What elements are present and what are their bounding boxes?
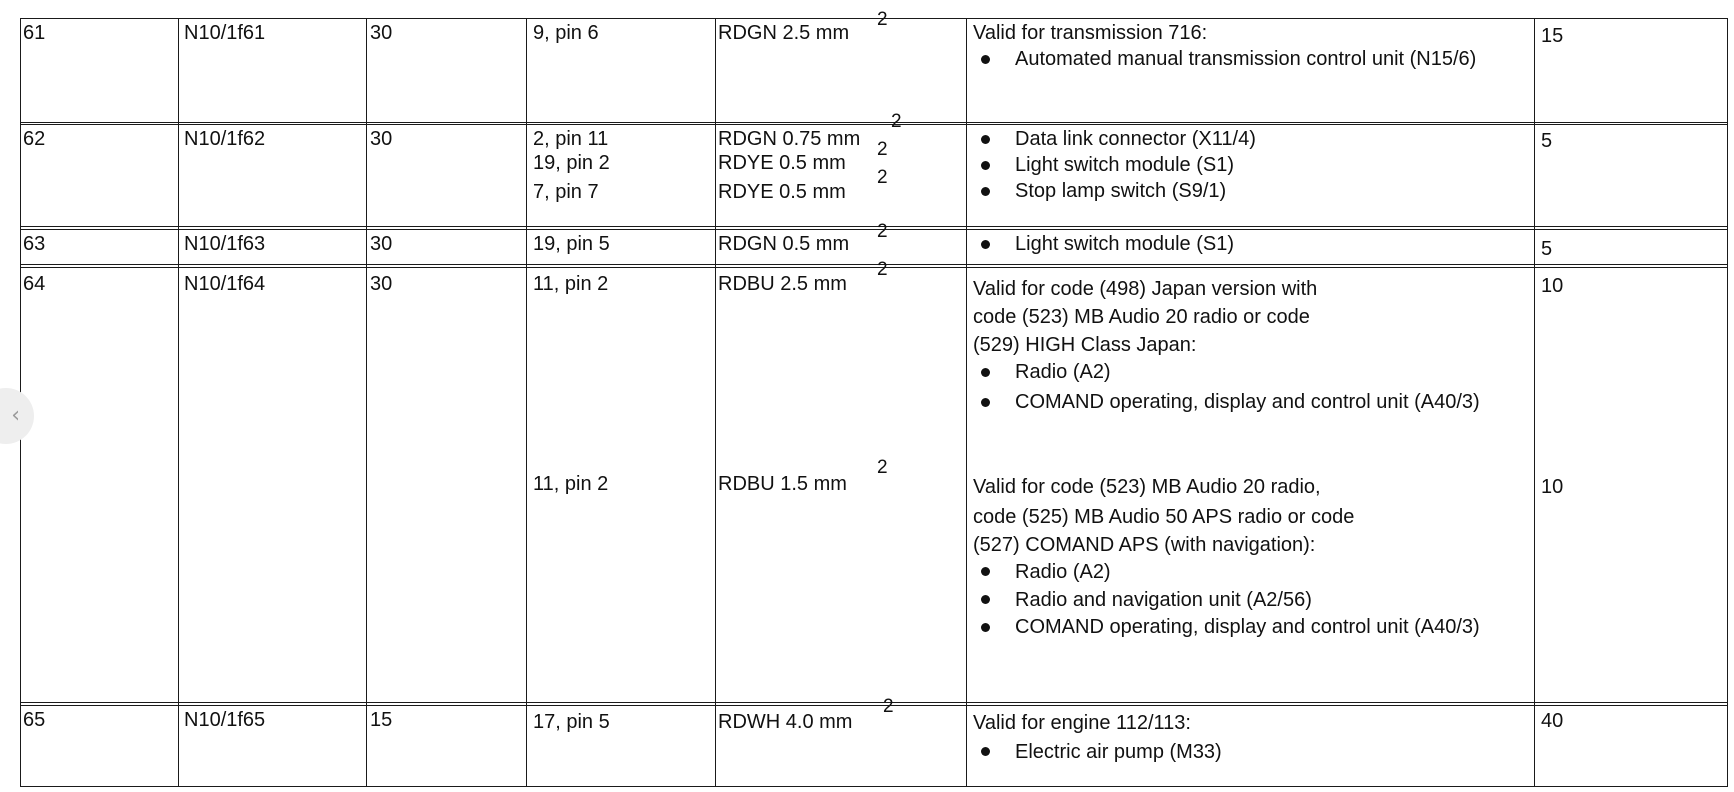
- fuse-number: 64: [23, 273, 46, 295]
- consumer-description: [973, 709, 1503, 767]
- desc-line: (527) COMAND APS (with navigation):: [973, 534, 1316, 556]
- fuse-amperage: 40: [1541, 710, 1564, 732]
- connector-pin: 7, pin 7: [533, 181, 599, 203]
- bullet-item: Electric air pump (M33): [973, 738, 1503, 767]
- fuse-designation: N10/1f61: [184, 22, 266, 44]
- connector-pin: 2, pin 11: [533, 128, 609, 150]
- row-divider: [20, 267, 1728, 268]
- bullet-item: Automated manual transmission control unit (N15/6): [973, 46, 1485, 72]
- row-divider: [20, 124, 1728, 125]
- fuse-amperage: 15: [1541, 25, 1564, 47]
- connector-pin: 17, pin 5: [533, 711, 610, 733]
- wire-spec: RDGN 0.75 mm: [718, 128, 861, 150]
- wire-spec: RDGN 2.5 mm: [718, 22, 850, 44]
- fuse-designation: N10/1f64: [184, 273, 266, 295]
- consumer-description: [973, 472, 1503, 640]
- column-divider: [366, 18, 367, 786]
- connector-pin: 19, pin 2: [533, 152, 610, 174]
- wire-sup: 2: [891, 111, 902, 132]
- bullet-icon: [981, 368, 990, 377]
- row-divider: [20, 122, 1728, 123]
- fuse-number: 62: [23, 128, 46, 150]
- row-divider: [20, 702, 1728, 703]
- bullet-icon: [981, 595, 990, 604]
- bullet-item: Radio (A2): [973, 558, 1503, 586]
- desc-line: Valid for code (523) MB Audio 20 radio,: [973, 476, 1321, 498]
- desc-line: Valid for transmission 716:: [973, 22, 1208, 44]
- wire-spec: RDWH 4.0 mm: [718, 711, 853, 733]
- wire-sup: 2: [883, 696, 894, 717]
- consumer-description: [973, 126, 1503, 204]
- consumer-description: [973, 231, 1503, 257]
- circuit: 30: [370, 233, 393, 255]
- column-divider: [1534, 18, 1535, 786]
- fuse-amperage: 10: [1541, 476, 1564, 498]
- fuse-amperage: 5: [1541, 130, 1553, 152]
- circuit: 30: [370, 273, 393, 295]
- row-divider: [20, 264, 1728, 265]
- fuse-number: 65: [23, 709, 46, 731]
- bullet-item: COMAND operating, display and control unit (A40/3): [973, 614, 1485, 640]
- bullet-item: Radio (A2): [973, 359, 1503, 385]
- bullet-item: Stop lamp switch (S9/1): [973, 178, 1503, 204]
- wire-sup: 2: [877, 9, 888, 30]
- desc-line: Valid for code (498) Japan version with: [973, 278, 1318, 300]
- column-divider: [966, 18, 967, 786]
- connector-pin: 9, pin 6: [533, 22, 599, 44]
- bullet-icon: [981, 747, 990, 756]
- wire-sup: 2: [877, 221, 888, 242]
- connector-pin: 11, pin 2: [533, 473, 609, 495]
- wire-spec: RDGN 0.5 mm: [718, 233, 850, 255]
- wire-sup: 2: [877, 457, 888, 478]
- circuit: 30: [370, 128, 393, 150]
- wire-spec: RDYE 0.5 mm: [718, 152, 846, 174]
- bullet-icon: [981, 187, 990, 196]
- fuse-number: 61: [23, 22, 46, 44]
- chevron-left-icon[interactable]: ‹: [0, 388, 34, 444]
- desc-line: code (525) MB Audio 50 APS radio or code: [973, 506, 1355, 528]
- bullet-icon: [981, 55, 990, 64]
- wire-spec: RDBU 1.5 mm: [718, 473, 847, 495]
- column-divider: [178, 18, 179, 786]
- connector-pin: 11, pin 2: [533, 273, 609, 295]
- column-divider: [526, 18, 527, 786]
- row-divider: [20, 226, 1728, 227]
- fuse-amperage: 10: [1541, 275, 1564, 297]
- connector-pin: 19, pin 5: [533, 233, 610, 255]
- fuse-number: 63: [23, 233, 46, 255]
- bullet-item: Light switch module (S1): [973, 231, 1503, 257]
- row-divider: [20, 229, 1728, 230]
- bullet-icon: [981, 161, 990, 170]
- row-divider: [20, 705, 1728, 706]
- fuse-designation: N10/1f63: [184, 233, 266, 255]
- column-divider: [715, 18, 716, 786]
- wire-sup: 2: [877, 167, 888, 188]
- circuit: 30: [370, 22, 393, 44]
- desc-line: Valid for engine 112/113:: [973, 712, 1191, 734]
- fuse-designation: N10/1f65: [184, 709, 266, 731]
- bullet-item: Radio and navigation unit (A2/56): [973, 586, 1503, 614]
- wire-spec: RDYE 0.5 mm: [718, 181, 846, 203]
- desc-line: code (523) MB Audio 20 radio or code: [973, 306, 1310, 328]
- bullet-icon: [981, 398, 990, 407]
- wire-spec: RDBU 2.5 mm: [718, 273, 847, 295]
- row-divider: [20, 786, 1728, 787]
- wire-sup: 2: [877, 259, 888, 280]
- row-divider: [20, 18, 1728, 19]
- fuse-amperage: 5: [1541, 238, 1553, 260]
- bullet-icon: [981, 135, 990, 144]
- bullet-icon: [981, 240, 990, 249]
- bullet-icon: [981, 623, 990, 632]
- wire-sup: 2: [877, 139, 888, 160]
- desc-line: (529) HIGH Class Japan:: [973, 334, 1197, 356]
- consumer-description: [973, 275, 1503, 415]
- bullet-item: COMAND operating, display and control unit (A40/3): [973, 389, 1485, 415]
- bullet-item: Light switch module (S1): [973, 152, 1503, 178]
- column-divider: [1727, 18, 1728, 786]
- fuse-designation: N10/1f62: [184, 128, 266, 150]
- bullet-item: Data link connector (X11/4): [973, 126, 1503, 152]
- circuit: 15: [370, 709, 393, 731]
- consumer-description: [973, 20, 1503, 72]
- bullet-icon: [981, 567, 990, 576]
